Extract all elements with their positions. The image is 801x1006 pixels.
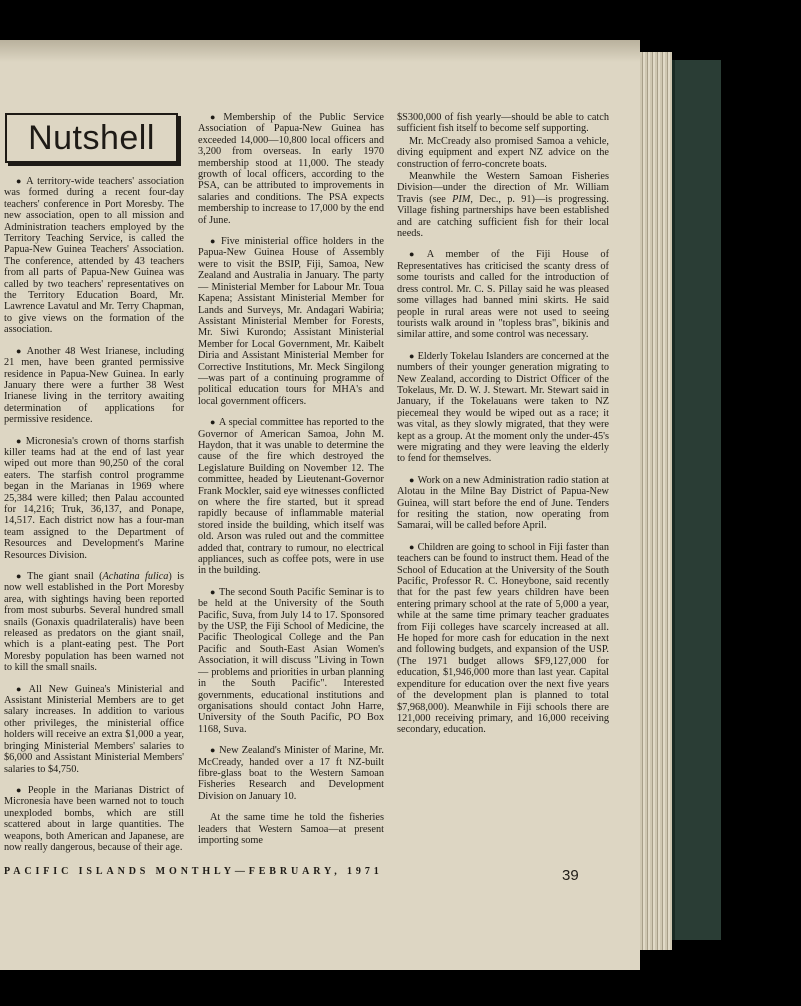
news-item-continued: At the same time he told the fisheries leaders that Western Samoa—at present importing some (198, 812, 384, 846)
bullet-icon: ● (16, 435, 23, 446)
section-title: Nutshell (28, 118, 155, 157)
book-cover (672, 60, 721, 940)
bullet-icon: ● (210, 745, 217, 756)
news-item: ● A member of the Fiji House of Representatives has criticised the scanty dress of some tourists and called for the introduction of dress control. Mr. C. S. Pillay said he was pleased some villages had banned mini skirts. He said people in rural areas were not used to seeing tourists walk around in "topless bras", bikinis and similar attire, and some control was necessary. (397, 249, 610, 341)
news-item: ● Elderly Tokelau Islanders are concerned at the numbers of their younger generation migrating to New Zealand, according to District Officer of the Tokelaus, Mr. D. W. J. Stewart. Mr. Stewart said in January, if the Tokelauans were taken to NZ piecemeal they would be wiped out as a race; it was vital, as they slowly migrated, that they were kept as a group. At the moment only the under-45's were migrating and they were leaving the elderly to fend for themselves. (397, 350, 610, 465)
column-2 (198, 112, 384, 856)
news-item-continuation: $S300,000 of fish yearly—should be able to catch sufficient fish itself to become self supporting. (397, 112, 609, 135)
section-title-box (5, 113, 178, 163)
news-item: ● The giant snail (Achatina fulica) is now well established in the Port Moresby area, with sightings having been reported from most suburbs. Several hundred small snails (Gonaxis quadrilateralis) have been released as predators on the giant snail, which is a plant-eating pest. The Port Moresby population has been warned not to kill the small snails. (4, 571, 185, 674)
news-item: ● Membership of the Public Service Association of Papua-New Guinea has exceeded 14,000—10,800 local officers and 3,200 from overseas. In early 1970 membership stood at 11,000. The steady growth of local officers, according to the PSA, can be attributed to improvements in salaries and conditions. The PSA expects membership to increase to 17,000 by the end of June. (198, 112, 385, 226)
news-item: ● Work on a new Administration radio station at Alotau in the Milne Bay District of Papua-New Guinea, will start before the end of June. Tenders for resiting the station, now operating from Samarai, will be called before April. (397, 474, 609, 532)
news-item-continuation: Meanwhile the Western Samoan Fisheries Division—under the direction of Mr. William Travis (see PIM, Dec., p. 91)—is progressing. Village fishing partnerships have been established and are catching sufficient fish for their local needs. (397, 171, 609, 240)
bullet-icon: ● (16, 784, 25, 795)
news-item: ● New Zealand's Minister of Marine, Mr. McCready, handed over a 17 ft NZ-built fibre-glass boat to the Western Samoan Fisheries Research and Development Division on January 10. (198, 745, 384, 802)
bullet-icon: ● (16, 176, 24, 186)
news-item: ● The second South Pacific Seminar is to be held at the University of the South Pacific, Suva, from July 14 to 17. Sponsored by the USP, the Fiji School of Medicine, the Pacific Theological College and the Pan Pacific and South-East Asian Women's Association, it will discuss "Living in Town — problems and priorities in urban planning in the South Pacific". Interested governments, educational institutions and organisations should contact John Harre, University of the South Pacific, PO Box 1168, Suva. (198, 586, 385, 735)
running-footer: PACIFIC ISLANDS MONTHLY—FEBRUARY, 1971 (4, 866, 383, 877)
news-item-continuation: Mr. McCready also promised Samoa a vehicle, diving equipment and expert NZ advice on the construction of ferro-concrete boats. (397, 135, 609, 170)
bullet-icon: ● (409, 350, 415, 361)
news-item: ● Micronesia's crown of thorns starfish killer teams had at the end of last year wiped out more than 90,250 of the coral eaters. The starfish control programme began in the Marianas in 1969 where 25,384 were killed; then Palau accounted for 14,216; Truk, 36,137, and Ponape, 14,517. Each district now has a four-man team assigned to the Department of Resources and Development's Marine Resources Division. (4, 435, 184, 561)
bullet-icon: ● (409, 249, 424, 260)
bullet-icon: ● (210, 236, 219, 247)
page-edges (640, 52, 672, 950)
column-3 (397, 112, 609, 746)
bullet-icon: ● (409, 474, 415, 485)
bullet-icon: ● (210, 586, 216, 597)
news-item: ● Five ministerial office holders in the Papua-New Guinea House of Assembly were to visit the BSIP, Fiji, Samoa, New Zealand and Australia in January. The party — Ministerial Member for Labour Mr. Toua Kapena; Assistant Ministerial Member for Lands and Surveys, Mr. Andagari Wabiria; Assistant Ministerial Member for Forests, Mr. Siwi Kurondo; Assistant Ministerial Member for Local Government, Mr. Kaibelt Diria and Assistant Ministerial Member for Corrective Institutions, Mr. Meck Singilong—was part of a continuing programme of political education tours for MHA's and local government officers. (198, 236, 384, 407)
bullet-icon: ● (210, 417, 216, 428)
bullet-icon: ● (16, 683, 26, 694)
bullet-icon: ● (409, 541, 415, 552)
news-item: ● People in the Marianas District of Micronesia have been warned not to touch unexploded bombs, which are still scattered about in large quantities. The weapons, both American and Japanese, are now really dangerous, because of their age. (4, 784, 185, 853)
bullet-icon: ● (210, 112, 221, 122)
news-item: ● A special committee has reported to the Governor of American Samoa, John M. Haydon, that it was unable to determine the cause of the fire which destroyed the Legislature Building on November 12. The committee, headed by Lieutenant-Governor Frank Mockler, said eye witnesses conflicted on where the fire started, but it spread rapidly because of inflammable material stored inside the building, which itself was old. Arson was ruled out and the committee added that, contrary to rumour, no electrical appliances, such as coffee pots, were in use in the building. (198, 417, 385, 577)
column-1 (4, 176, 184, 863)
news-item: ● A territory-wide teachers' association was formed during a recent four-day teachers' conference in Port Moresby. The new association, open to all mission and Administration teachers employed by the Territory Teaching Service, is called the Papua-New Guinea Teachers' Association. The conference, attended by 43 teachers from all parts of Papua-New Guinea was called by two teachers' representatives on the Territory Education Board, Mr. Lawrence Lavatul and Mr. Terry Chapman, to give views on the formation of the association. (4, 176, 185, 336)
page-number: 39 (562, 867, 579, 884)
page-shadow (0, 40, 640, 62)
bullet-icon: ● (16, 571, 25, 581)
news-item: ● Another 48 West Irianese, including 21 men, have been granted permissive residence in Papua-New Guinea. In early January there were a further 38 West Irianese living in the territory awaiting determination of applications for permissive residence. (4, 345, 184, 426)
bullet-icon: ● (16, 345, 24, 356)
news-item: ● Children are going to school in Fiji faster than teachers can be found to instruct them. Head of the School of Education at the University of the South Pacific, Professor R. C. Honeybone, said recently that for the past few years children have been entering primary school at the rate of 5,000 a year, while at the same time primary teacher graduates from Fiji colleges have scarcely increased at all. He hoped for more cash for education in the next and following budgets, and expansion of the USP. (The 1971 budget allows $F9,127,000 for education, $1,946,000 more than last year. Capital expenditure for education over the next five years of the development plan is planned to total $7,968,000). Meanwhile in Fiji schools there are 121,000 receiving primary, and 16,000 receiving secondary, education. (397, 541, 609, 736)
news-item: ● All New Guinea's Ministerial and Assistant Ministerial Members are to get salary increases. In addition to various other privileges, the ministerial office holders will receive an extra $1,000 a year, bringing Ministerial Members' salaries to $6,000 and Assistant Ministerial Members' salaries to $4,750. (4, 683, 184, 775)
